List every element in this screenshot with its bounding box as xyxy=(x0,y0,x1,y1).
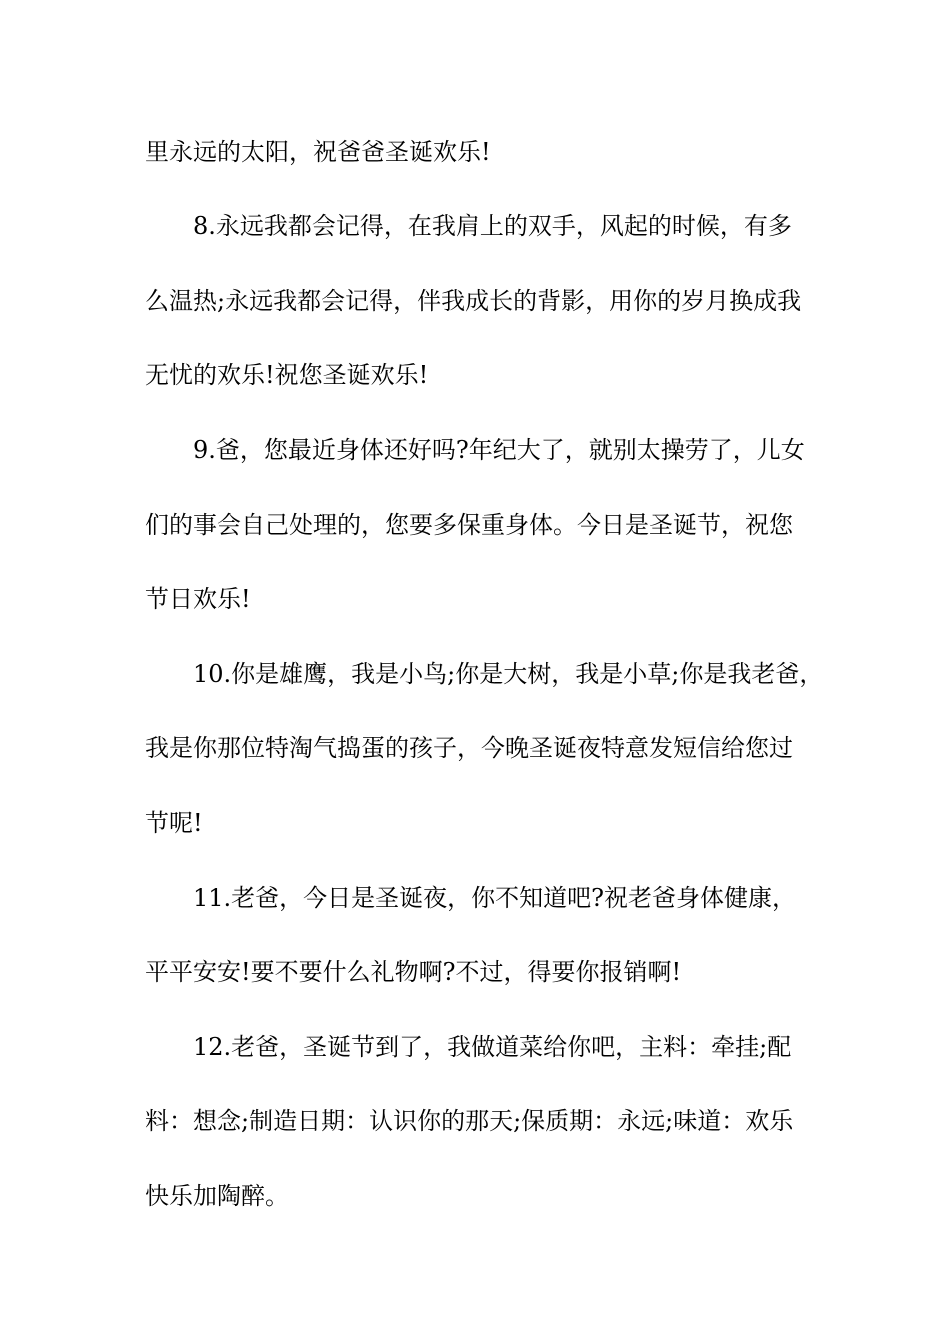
paragraph-7-line-3: 里永远的太阳，祝爸爸圣诞欢乐! xyxy=(145,138,491,166)
paragraph-8-line-2: 么温热;永远我都会记得，伴我成长的背影，用你的岁月换成我 xyxy=(145,287,802,315)
paragraph-10-line-3: 节呢! xyxy=(145,809,203,837)
paragraph-12-line-3: 快乐加陶醉。 xyxy=(145,1182,289,1210)
paragraph-9-line-1: 9.爸，您最近身体还好吗?年纪大了，就别太操劳了，儿女 xyxy=(193,436,805,464)
paragraph-11-line-1: 11.老爸，今日是圣诞夜，你不知道吧?祝老爸身体健康， xyxy=(193,884,797,912)
paragraph-12-line-1: 12.老爸，圣诞节到了，我做道菜给你吧，主料：牵挂;配 xyxy=(193,1033,792,1061)
paragraph-8-line-1: 8.永远我都会记得，在我肩上的双手，风起的时候，有多 xyxy=(193,212,792,240)
paragraph-11-line-2: 平平安安!要不要什么礼物啊?不过，得要你报销啊! xyxy=(145,958,682,986)
paragraph-10-line-2: 我是你那位特淘气捣蛋的孩子，今晚圣诞夜特意发短信给您过 xyxy=(145,734,793,762)
paragraph-9-line-2: 们的事会自己处理的，您要多保重身体。今日是圣诞节，祝您 xyxy=(145,511,793,539)
paragraph-8-line-3: 无忧的欢乐!祝您圣诞欢乐! xyxy=(145,361,429,389)
paragraph-12-line-2: 料：想念;制造日期：认识你的那天;保质期：永远;味道：欢乐 xyxy=(145,1107,794,1135)
paragraph-9-line-3: 节日欢乐! xyxy=(145,585,251,613)
paragraph-10-line-1: 10.你是雄鹰，我是小鸟;你是大树，我是小草;你是我老爸， xyxy=(193,660,824,688)
